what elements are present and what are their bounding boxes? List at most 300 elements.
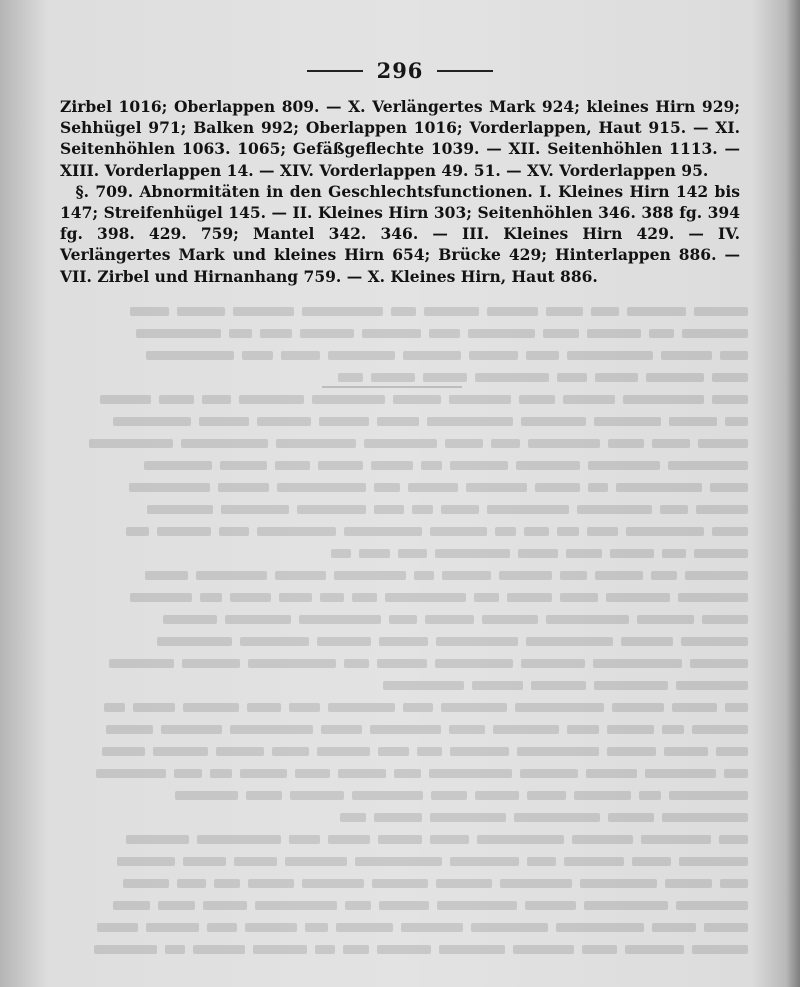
bleed-word bbox=[374, 813, 422, 822]
bleed-word bbox=[240, 769, 287, 778]
bleed-word bbox=[724, 769, 748, 778]
bleed-word bbox=[320, 593, 344, 602]
bleed-word bbox=[429, 769, 512, 778]
bleed-word bbox=[146, 923, 199, 932]
bleed-word bbox=[233, 307, 294, 316]
bleed-word bbox=[153, 747, 208, 756]
bleed-word bbox=[557, 527, 579, 536]
bleed-word bbox=[275, 571, 326, 580]
bleed-word bbox=[449, 725, 485, 734]
bleed-word bbox=[435, 659, 513, 668]
bleed-word bbox=[302, 879, 364, 888]
bleed-word bbox=[136, 329, 221, 338]
bleed-word bbox=[100, 395, 151, 404]
bleed-word bbox=[229, 329, 252, 338]
bleed-word bbox=[491, 439, 520, 448]
bleed-word bbox=[685, 571, 748, 580]
bleed-word bbox=[248, 879, 294, 888]
bleed-word bbox=[607, 725, 654, 734]
bleed-word bbox=[328, 351, 395, 360]
bleed-word bbox=[632, 857, 671, 866]
bleed-word bbox=[331, 549, 351, 558]
bleed-line bbox=[58, 322, 748, 344]
page-header bbox=[0, 58, 800, 83]
bleed-word bbox=[315, 945, 335, 954]
bleed-word bbox=[203, 901, 247, 910]
bleed-word bbox=[429, 329, 460, 338]
bleed-word bbox=[123, 879, 169, 888]
bleed-word bbox=[96, 769, 166, 778]
bleed-through-text bbox=[58, 300, 748, 960]
bleed-word bbox=[524, 527, 549, 536]
page-edge-shadow bbox=[786, 0, 800, 987]
bleed-word bbox=[587, 329, 641, 338]
bleed-word bbox=[710, 483, 748, 492]
bleed-word bbox=[577, 505, 652, 514]
bleed-word bbox=[482, 615, 538, 624]
bleed-word bbox=[587, 527, 618, 536]
bleed-word bbox=[668, 461, 748, 470]
bleed-word bbox=[106, 725, 153, 734]
bleed-word bbox=[495, 527, 516, 536]
bleed-word bbox=[720, 351, 748, 360]
bleed-word bbox=[665, 879, 712, 888]
bleed-word bbox=[181, 439, 268, 448]
paragraph-text: Abnormitäten in den Geschlechtsfunctionen. I. Kleines Hirn 142 bis 147; Streifenhügel 145. — II. Kleines Hirn 303; Seitenhöhlen 346. 388 fg. 394 fg. 398. 429. 759; Mantel 342. 346. — III. Kleines Hirn 429. — IV. Verlängertes Mark und kleines Hirn 654; Brücke 429; Hinterlappen 886. — VII. Zirbel und Hirnanhang 759. — X. Kleines Hirn, Haut 886. bbox=[60, 181, 740, 286]
bleed-word bbox=[557, 373, 587, 382]
bleed-word bbox=[372, 879, 428, 888]
bleed-word bbox=[712, 395, 748, 404]
bleed-word bbox=[210, 769, 232, 778]
bleed-word bbox=[431, 791, 467, 800]
bleed-word bbox=[595, 571, 643, 580]
bleed-line bbox=[58, 542, 748, 564]
bleed-line bbox=[58, 938, 748, 960]
bleed-word bbox=[305, 923, 328, 932]
bleed-word bbox=[712, 373, 748, 382]
bleed-word bbox=[616, 483, 702, 492]
bleed-word bbox=[500, 879, 572, 888]
bleed-line bbox=[58, 718, 748, 740]
bleed-word bbox=[344, 527, 422, 536]
bleed-word bbox=[499, 571, 552, 580]
bleed-word bbox=[257, 527, 336, 536]
bleed-word bbox=[317, 637, 371, 646]
bleed-word bbox=[377, 945, 431, 954]
section-number: §. 709. bbox=[75, 181, 134, 201]
bleed-word bbox=[328, 835, 370, 844]
bleed-word bbox=[163, 615, 217, 624]
bleed-word bbox=[669, 791, 748, 800]
bleed-word bbox=[425, 615, 474, 624]
bleed-word bbox=[430, 813, 506, 822]
bleed-word bbox=[682, 329, 748, 338]
bleed-word bbox=[113, 901, 150, 910]
bleed-word bbox=[383, 681, 464, 690]
bleed-word bbox=[352, 791, 423, 800]
bleed-word bbox=[161, 725, 222, 734]
bleed-word bbox=[371, 373, 415, 382]
bleed-word bbox=[475, 373, 549, 382]
bleed-word bbox=[563, 395, 615, 404]
bleed-word bbox=[207, 923, 237, 932]
bleed-word bbox=[177, 307, 225, 316]
bleed-word bbox=[216, 747, 264, 756]
bleed-word bbox=[437, 901, 517, 910]
bleed-word bbox=[546, 307, 583, 316]
bleed-word bbox=[560, 571, 587, 580]
bleed-word bbox=[371, 461, 413, 470]
bleed-word bbox=[526, 351, 559, 360]
bleed-word bbox=[487, 505, 569, 514]
bleed-word bbox=[295, 769, 330, 778]
bleed-word bbox=[520, 769, 578, 778]
bleed-word bbox=[408, 483, 458, 492]
bleed-line bbox=[58, 674, 748, 696]
bleed-word bbox=[725, 417, 748, 426]
bleed-word bbox=[414, 571, 434, 580]
bleed-word bbox=[567, 351, 653, 360]
bleed-line bbox=[58, 476, 748, 498]
bleed-word bbox=[606, 593, 670, 602]
bleed-word bbox=[474, 593, 499, 602]
bleed-word bbox=[493, 725, 559, 734]
bleed-word bbox=[300, 329, 354, 338]
bleed-word bbox=[472, 681, 523, 690]
bleed-word bbox=[299, 615, 381, 624]
bleed-word bbox=[343, 945, 369, 954]
bleed-word bbox=[719, 835, 748, 844]
bleed-word bbox=[593, 659, 682, 668]
bleed-word bbox=[289, 703, 320, 712]
bleed-through-rule bbox=[322, 386, 462, 388]
page-number: 296 bbox=[376, 58, 424, 83]
bleed-word bbox=[607, 747, 656, 756]
bleed-word bbox=[449, 395, 511, 404]
bleed-word bbox=[403, 703, 433, 712]
bleed-line bbox=[58, 696, 748, 718]
bleed-word bbox=[423, 373, 467, 382]
bleed-word bbox=[641, 835, 711, 844]
bleed-word bbox=[245, 923, 297, 932]
bleed-word bbox=[157, 527, 211, 536]
bleed-word bbox=[521, 417, 586, 426]
bleed-word bbox=[586, 769, 637, 778]
bleed-word bbox=[612, 703, 664, 712]
bleed-word bbox=[652, 923, 696, 932]
bleed-word bbox=[275, 461, 310, 470]
bleed-word bbox=[317, 747, 370, 756]
bleed-word bbox=[435, 549, 510, 558]
bleed-line bbox=[58, 454, 748, 476]
bleed-word bbox=[183, 857, 226, 866]
body-text bbox=[60, 96, 740, 287]
bleed-word bbox=[394, 769, 421, 778]
bleed-word bbox=[594, 417, 661, 426]
bleed-word bbox=[669, 417, 717, 426]
bleed-word bbox=[507, 593, 552, 602]
bleed-word bbox=[692, 725, 748, 734]
bleed-word bbox=[450, 857, 519, 866]
bleed-word bbox=[276, 439, 356, 448]
bleed-word bbox=[639, 791, 661, 800]
bleed-word bbox=[260, 329, 292, 338]
bleed-word bbox=[627, 307, 686, 316]
bleed-word bbox=[527, 857, 556, 866]
bleed-word bbox=[712, 527, 748, 536]
bleed-word bbox=[513, 945, 574, 954]
bleed-word bbox=[676, 681, 748, 690]
bleed-word bbox=[109, 659, 174, 668]
bleed-word bbox=[147, 505, 213, 514]
bleed-word bbox=[117, 857, 175, 866]
bleed-word bbox=[584, 901, 668, 910]
bleed-word bbox=[441, 505, 479, 514]
bleed-word bbox=[421, 461, 442, 470]
bleed-word bbox=[580, 879, 657, 888]
bleed-word bbox=[430, 527, 487, 536]
bleed-word bbox=[340, 813, 366, 822]
bleed-word bbox=[126, 835, 189, 844]
bleed-word bbox=[290, 791, 344, 800]
header-rule-right bbox=[437, 70, 493, 72]
bleed-word bbox=[157, 637, 232, 646]
bleed-word bbox=[704, 923, 748, 932]
bleed-word bbox=[246, 791, 282, 800]
bleed-word bbox=[608, 439, 644, 448]
bleed-word bbox=[202, 395, 231, 404]
bleed-word bbox=[621, 637, 673, 646]
bleed-word bbox=[645, 769, 716, 778]
bleed-word bbox=[182, 659, 240, 668]
bleed-word bbox=[664, 747, 708, 756]
paragraph-text: Zirbel 1016; Oberlappen 809. — X. Verlängertes Mark 924; kleines Hirn 929; Sehhügel 971; Balken 992; Oberlappen 1016; Vorderlappen, Haut 915. — XI. Seitenhöhlen 1063. 1065; Gefäßgeflechte 1039. — XII. Seitenhöhlen 1113. — XIII. Vorderlappen 14. — XIV. Vorderlappen 49. 51. — XV. Vorderlappen 95. bbox=[60, 97, 740, 180]
bleed-word bbox=[196, 571, 267, 580]
bleed-line bbox=[58, 432, 748, 454]
bleed-word bbox=[720, 879, 748, 888]
bleed-word bbox=[698, 439, 748, 448]
bleed-word bbox=[289, 835, 320, 844]
bleed-word bbox=[378, 835, 422, 844]
bleed-word bbox=[574, 791, 631, 800]
bleed-word bbox=[89, 439, 173, 448]
bleed-word bbox=[608, 813, 654, 822]
bleed-word bbox=[672, 703, 717, 712]
bleed-word bbox=[398, 549, 427, 558]
bleed-word bbox=[436, 879, 492, 888]
bleed-word bbox=[442, 571, 491, 580]
bleed-word bbox=[471, 923, 548, 932]
bleed-word bbox=[248, 659, 336, 668]
bleed-word bbox=[129, 483, 210, 492]
bleed-word bbox=[694, 307, 748, 316]
bleed-line bbox=[58, 762, 748, 784]
bleed-word bbox=[543, 329, 579, 338]
bleed-word bbox=[230, 593, 271, 602]
bleed-word bbox=[374, 483, 400, 492]
bleed-word bbox=[662, 549, 686, 558]
bleed-line bbox=[58, 564, 748, 586]
bleed-word bbox=[526, 637, 613, 646]
bleed-word bbox=[516, 461, 580, 470]
bleed-word bbox=[652, 439, 690, 448]
bleed-word bbox=[219, 527, 249, 536]
bleed-word bbox=[556, 923, 644, 932]
bleed-word bbox=[625, 945, 684, 954]
bleed-word bbox=[133, 703, 175, 712]
bleed-word bbox=[430, 835, 469, 844]
bleed-word bbox=[662, 813, 748, 822]
bleed-word bbox=[692, 945, 748, 954]
bleed-line bbox=[58, 806, 748, 828]
bleed-word bbox=[469, 351, 518, 360]
bleed-word bbox=[646, 373, 704, 382]
bleed-word bbox=[527, 791, 566, 800]
bleed-word bbox=[102, 747, 145, 756]
bleed-word bbox=[391, 307, 416, 316]
bleed-word bbox=[234, 857, 277, 866]
bleed-word bbox=[514, 813, 600, 822]
bleed-word bbox=[591, 307, 619, 316]
bleed-word bbox=[240, 637, 309, 646]
bleed-line bbox=[58, 894, 748, 916]
bleed-word bbox=[567, 725, 599, 734]
bleed-word bbox=[450, 747, 509, 756]
bleed-word bbox=[412, 505, 433, 514]
bleed-word bbox=[475, 791, 519, 800]
bleed-line bbox=[58, 586, 748, 608]
bleed-line bbox=[58, 300, 748, 322]
bleed-word bbox=[336, 923, 393, 932]
bleed-word bbox=[517, 747, 599, 756]
bleed-word bbox=[626, 527, 704, 536]
bleed-word bbox=[130, 307, 169, 316]
bleed-word bbox=[660, 505, 688, 514]
bleed-word bbox=[417, 747, 442, 756]
bleed-word bbox=[725, 703, 748, 712]
bleed-word bbox=[389, 615, 417, 624]
bleed-word bbox=[285, 857, 347, 866]
bleed-word bbox=[255, 901, 337, 910]
bleed-word bbox=[610, 549, 654, 558]
bleed-word bbox=[560, 593, 598, 602]
bleed-word bbox=[199, 417, 249, 426]
bleed-line bbox=[58, 916, 748, 938]
bleed-word bbox=[130, 593, 192, 602]
bleed-word bbox=[146, 351, 234, 360]
bleed-line bbox=[58, 410, 748, 432]
bleed-word bbox=[177, 879, 206, 888]
bleed-word bbox=[681, 637, 748, 646]
bleed-word bbox=[377, 417, 419, 426]
bleed-word bbox=[393, 395, 441, 404]
bleed-word bbox=[679, 857, 748, 866]
bleed-word bbox=[427, 417, 513, 426]
bleed-word bbox=[242, 351, 273, 360]
bleed-word bbox=[257, 417, 311, 426]
bleed-line bbox=[58, 652, 748, 674]
bleed-word bbox=[662, 725, 684, 734]
bleed-word bbox=[338, 373, 363, 382]
bleed-word bbox=[519, 395, 555, 404]
bleed-word bbox=[225, 615, 291, 624]
bleed-word bbox=[174, 769, 202, 778]
bleed-word bbox=[385, 593, 466, 602]
bleed-word bbox=[328, 703, 395, 712]
bleed-word bbox=[302, 307, 383, 316]
bleed-line bbox=[58, 630, 748, 652]
bleed-word bbox=[144, 461, 212, 470]
bleed-word bbox=[230, 725, 313, 734]
bleed-word bbox=[344, 659, 369, 668]
bleed-word bbox=[477, 835, 564, 844]
bleed-word bbox=[439, 945, 505, 954]
bleed-word bbox=[564, 857, 624, 866]
bleed-word bbox=[716, 747, 748, 756]
bleed-word bbox=[239, 395, 304, 404]
bleed-word bbox=[364, 439, 437, 448]
bleed-line bbox=[58, 608, 748, 630]
bleed-word bbox=[113, 417, 191, 426]
bleed-word bbox=[272, 747, 309, 756]
bleed-word bbox=[279, 593, 312, 602]
bleed-word bbox=[694, 549, 748, 558]
bleed-word bbox=[661, 351, 712, 360]
bleed-word bbox=[535, 483, 580, 492]
bleed-word bbox=[359, 549, 390, 558]
bleed-word bbox=[94, 945, 157, 954]
bleed-word bbox=[582, 945, 617, 954]
bleed-word bbox=[97, 923, 138, 932]
bleed-line bbox=[58, 784, 748, 806]
bleed-word bbox=[165, 945, 185, 954]
bleed-word bbox=[370, 725, 441, 734]
bleed-word bbox=[334, 571, 406, 580]
bleed-word bbox=[214, 879, 240, 888]
bleed-word bbox=[197, 835, 281, 844]
bleed-word bbox=[450, 461, 508, 470]
bleed-line bbox=[58, 366, 748, 388]
bleed-line bbox=[58, 850, 748, 872]
bleed-word bbox=[515, 703, 604, 712]
bleed-word bbox=[588, 461, 660, 470]
bleed-line bbox=[58, 388, 748, 410]
paragraph-continuation bbox=[60, 96, 740, 181]
bleed-word bbox=[319, 417, 369, 426]
bleed-line bbox=[58, 520, 748, 542]
bleed-word bbox=[518, 549, 558, 558]
bleed-word bbox=[126, 527, 149, 536]
bleed-word bbox=[158, 901, 195, 910]
bleed-word bbox=[436, 637, 518, 646]
bleed-word bbox=[321, 725, 362, 734]
bleed-word bbox=[200, 593, 222, 602]
bleed-word bbox=[424, 307, 479, 316]
bleed-word bbox=[588, 483, 608, 492]
bleed-word bbox=[221, 505, 289, 514]
bleed-word bbox=[377, 659, 427, 668]
bleed-word bbox=[649, 329, 674, 338]
bleed-word bbox=[637, 615, 694, 624]
bleed-word bbox=[468, 329, 535, 338]
bleed-word bbox=[572, 835, 633, 844]
bleed-word bbox=[220, 461, 267, 470]
bleed-word bbox=[690, 659, 748, 668]
bleed-word bbox=[441, 703, 507, 712]
bleed-word bbox=[253, 945, 307, 954]
bleed-word bbox=[175, 791, 238, 800]
header-rule-left bbox=[307, 70, 363, 72]
